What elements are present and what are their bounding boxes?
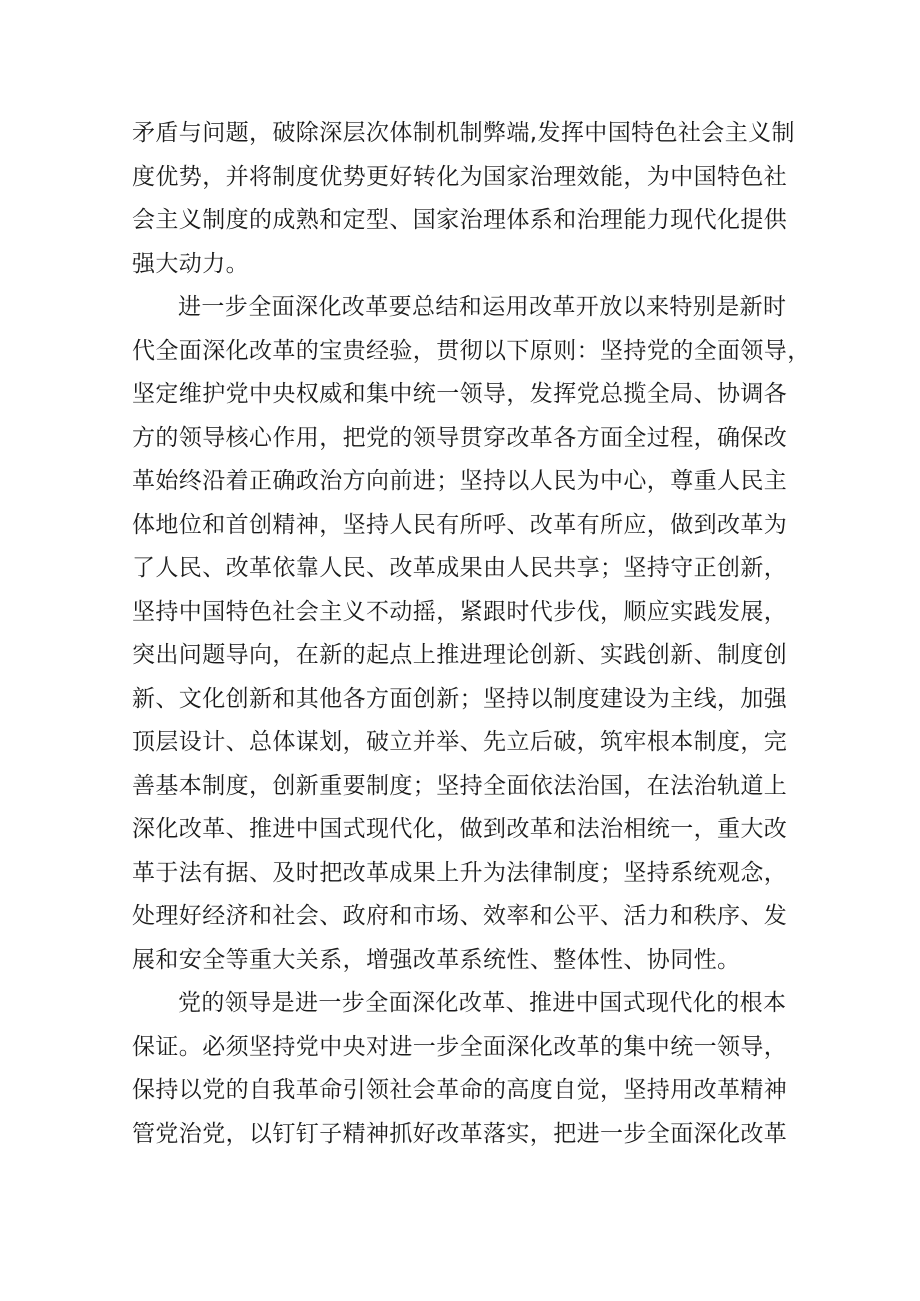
text-line: 新、文化创新和其他各方面创新；坚持以制度建设为主线，加强 xyxy=(132,685,788,712)
text-line: 度优势，并将制度优势更好转化为国家治理效能，为中国特色社 xyxy=(132,163,788,190)
text-line: 善基本制度，创新重要制度；坚持全面依法治国，在法治轨道上 xyxy=(132,772,788,799)
text-line: 突出问题导向，在新的起点上推进理论创新、实践创新、制度创 xyxy=(132,642,788,668)
text-line: 体地位和首创精神，坚持人民有所呼、改革有所应，做到改革为 xyxy=(132,511,788,538)
text-line: 深化改革、推进中国式现代化，做到改革和法治相统一，重大改 xyxy=(132,816,788,842)
text-line: 矛盾与问题，破除深层次体制机制弊端,发挥中国特色社会主义制 xyxy=(132,120,795,146)
text-line: 坚定维护党中央权威和集中统一领导，发挥党总揽全局、协调各 xyxy=(132,381,788,407)
text-line: 了人民、改革依靠人民、改革成果由人民共享；坚持守正创新， xyxy=(132,555,788,581)
document-body xyxy=(132,112,811,1156)
text-line: 方的领导核心作用，把党的领导贯穿改革各方面全过程，确保改 xyxy=(132,424,788,451)
text-line: 革始终沿着正确政治方向前进；坚持以人民为中心，尊重人民主 xyxy=(132,468,788,494)
text-line: 党的领导是进一步全面深化改革、推进中国式现代化的根本 xyxy=(178,990,787,1016)
text-line: 代全面深化改革的宝贵经验，贯彻以下原则：坚持党的全面领导， xyxy=(132,337,811,364)
text-line: 坚持中国特色社会主义不动摇，紧跟时代步伐，顺应实践发展， xyxy=(132,598,788,625)
text-line: 革于法有据、及时把改革成果上升为法律制度；坚持系统观念， xyxy=(132,859,788,886)
text-line: 顶层设计、总体谋划，破立并举、先立后破，筑牢根本制度，完 xyxy=(132,729,788,755)
text-line: 强大动力。 xyxy=(132,250,249,277)
text-line: 保证。必须坚持党中央对进一步全面深化改革的集中统一领导， xyxy=(132,1033,788,1060)
text-line: 展和安全等重大关系，增强改革系统性、整体性、协同性。 xyxy=(132,946,741,973)
paragraph-2 xyxy=(132,286,811,982)
text-line: 保持以党的自我革命引领社会革命的高度自觉，坚持用改革精神 xyxy=(132,1077,788,1103)
paragraph-3 xyxy=(132,982,792,1156)
text-line: 会主义制度的成熟和定型、国家治理体系和治理能力现代化提供 xyxy=(132,207,788,233)
text-line: 管党治党，以钉钉子精神抓好改革落实，把进一步全面深化改革 xyxy=(132,1120,788,1147)
paragraph-1 xyxy=(132,112,795,286)
text-line: 处理好经济和社会、政府和市场、效率和公平、活力和秩序、发 xyxy=(132,903,788,929)
text-line: 进一步全面深化改革要总结和运用改革开放以来特别是新时 xyxy=(178,294,787,320)
